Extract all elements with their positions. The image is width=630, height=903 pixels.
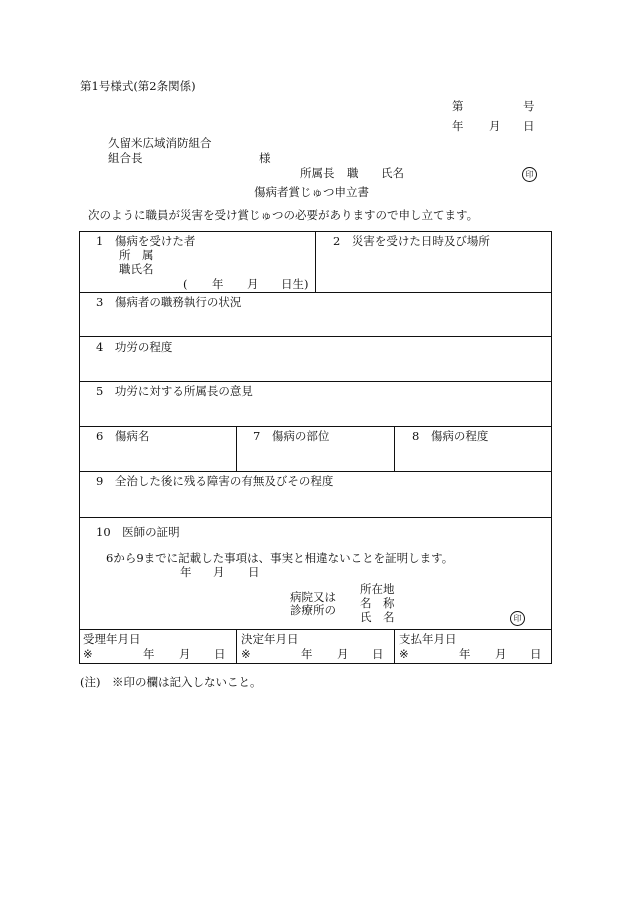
physician-seal-icon: 印: [510, 611, 525, 626]
document-title: 傷病者賞じゅつ申立書: [254, 185, 369, 199]
section10-field-address: 所在地: [360, 582, 395, 596]
received-day: 日: [214, 647, 226, 661]
section10-date-month: 月: [213, 565, 225, 579]
col-divider: [394, 629, 395, 664]
row-divider: [79, 381, 552, 382]
section1-birth-year: 年: [212, 277, 224, 291]
decided-month: 月: [337, 647, 349, 661]
section10-field-shimei: 氏 名: [360, 610, 395, 624]
doc-number-dai: 第: [452, 99, 464, 113]
doc-number-go: 号: [523, 99, 535, 113]
addressee-org: 久留米広域消防組合: [108, 136, 212, 150]
decided-day: 日: [372, 647, 384, 661]
row-divider: [79, 426, 552, 427]
section1-birth-day: 日生): [281, 277, 309, 291]
section6-label: 6 傷病名: [96, 429, 150, 443]
received-year: 年: [143, 647, 155, 661]
col-divider: [236, 426, 237, 471]
section1-shokushimei: 職氏名: [119, 262, 154, 276]
received-mark: ※: [83, 647, 93, 661]
applicant-seal-icon: 印: [522, 167, 537, 182]
footnote: (注) ※印の欄は記入しないこと。: [80, 675, 262, 689]
section5-label: 5 功労に対する所属長の意見: [96, 384, 253, 398]
addressee-title: 組合長: [108, 151, 143, 165]
section9-label: 9 全治した後に残る障害の有無及びその程度: [96, 474, 334, 488]
row-divider: [79, 629, 552, 630]
section10-date-year: 年: [180, 565, 192, 579]
paid-month: 月: [495, 647, 507, 661]
section7-label: 7 傷病の部位: [253, 429, 330, 443]
section10-statement: 6から9までに記載した事項は、事実と相違ないことを証明します。: [106, 551, 454, 565]
paid-label: 支払年月日: [399, 632, 457, 646]
paid-day: 日: [530, 647, 542, 661]
decided-label: 決定年月日: [241, 632, 299, 646]
section10-label: 10 医師の証明: [96, 525, 180, 539]
col-divider: [315, 231, 316, 292]
section10-field-name: 名 称: [360, 596, 395, 610]
row-divider: [79, 471, 552, 472]
section8-label: 8 傷病の程度: [412, 429, 489, 443]
section1-birth-month: 月: [247, 277, 259, 291]
intro-text: 次のように職員が災害を受け賞じゅつの必要がありますので申し立てます。: [88, 208, 479, 222]
received-month: 月: [179, 647, 191, 661]
section10-date-day: 日: [248, 565, 260, 579]
decided-year: 年: [301, 647, 313, 661]
col-divider: [236, 629, 237, 664]
paid-mark: ※: [399, 647, 409, 661]
decided-mark: ※: [241, 647, 251, 661]
doc-date-day: 日: [523, 119, 535, 133]
paid-year: 年: [459, 647, 471, 661]
doc-date-month: 月: [489, 119, 501, 133]
doc-date-year: 年: [452, 119, 464, 133]
row-divider: [79, 336, 552, 337]
applicant-shozokucho: 所属長: [300, 166, 335, 180]
section3-label: 3 傷病者の職務執行の状況: [96, 295, 242, 309]
received-label: 受理年月日: [83, 632, 141, 646]
applicant-shimei: 氏名: [381, 166, 404, 180]
section2-label: 2 災害を受けた日時及び場所: [333, 234, 490, 248]
addressee-sama: 様: [259, 151, 271, 165]
row-divider: [79, 292, 552, 293]
section1-label: 1 傷病を受けた者: [96, 234, 196, 248]
applicant-shoku: 職: [347, 166, 359, 180]
section4-label: 4 功労の程度: [96, 340, 173, 354]
col-divider: [394, 426, 395, 471]
form-id: 第1号様式(第2条関係): [80, 79, 196, 93]
section10-hospital-line2: 診療所の: [290, 603, 336, 617]
section1-shozoku: 所 属: [119, 248, 154, 262]
section1-birth-open: (: [183, 277, 188, 291]
section10-hospital-line1: 病院又は: [290, 590, 336, 604]
row-divider: [79, 517, 552, 518]
